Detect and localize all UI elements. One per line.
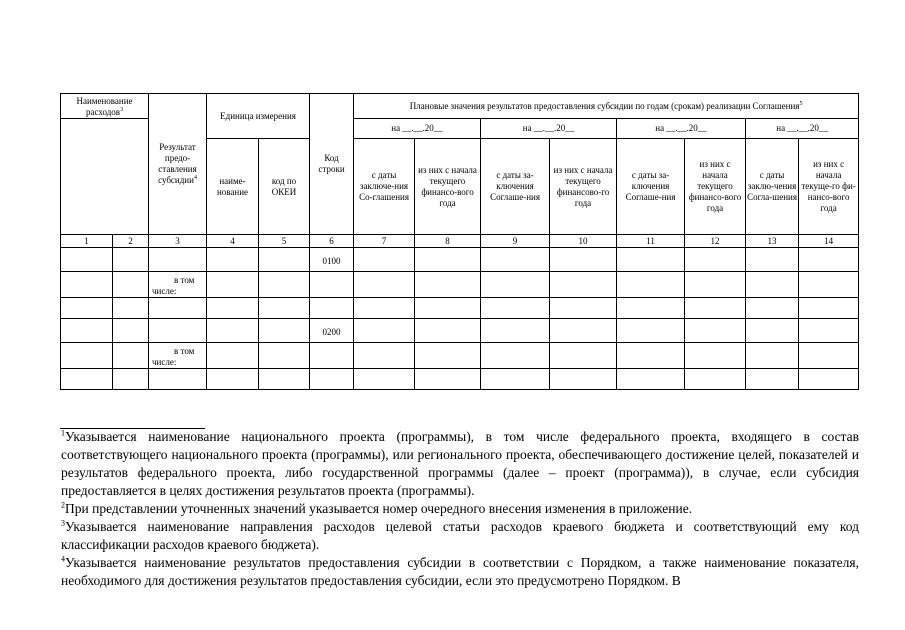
period-header: на __.__.20__: [617, 119, 746, 139]
column-number-cell: 13: [746, 235, 799, 248]
header-since-year-start: из них с начала текущего финансово-го года: [550, 139, 617, 235]
header-expense-name: Наименование расходов$^3$: [61, 94, 149, 119]
planned-values-table: [60, 93, 859, 390]
footnote-3: $^3$Указывается наименование направления расходов целевой статьи расходов краевого бюджета и соответствующий ему код классификации расходов краевого бюджета).: [61, 518, 859, 552]
header-row-code: Код строки: [310, 94, 354, 235]
column-number-cell: 4: [207, 235, 259, 248]
header-unit-name: наиме-нование: [207, 139, 259, 235]
footnote-1: $^1$Указывается наименование национального проекта (программы), в том числе федерального проекта, входящего в состав соответствующего национального проекта (программы), или регионального проекта, обеспечивающего достижение целей, показателей и результатов федерального проекта, либо государственной программы (далее – проект (программа)), в случае, если субсидия предоставляется в целях достижения результатов проекта (программы).: [61, 428, 859, 498]
row-code-cell: 0100: [310, 248, 354, 272]
header-from-conclusion: с даты заклю-чения Согла-шения: [746, 139, 799, 235]
column-number-cell: 10: [550, 235, 617, 248]
column-number-cell: 8: [415, 235, 481, 248]
header-expense-name-cont: [61, 119, 149, 235]
table-row: [61, 248, 859, 272]
header-okei-code: код по ОКЕИ: [259, 139, 310, 235]
header-since-year-start: из них с начала текущего финансо-вого года: [415, 139, 481, 235]
period-header: на __.__.20__: [746, 119, 859, 139]
footnote-4: $^4$Указывается наименование результатов предоставления субсидии в соответствии с Порядком, а также наименование показателя, необходимого для достижения результатов предоставления субсидии, если это предусмотрено Порядком. В: [61, 554, 859, 588]
column-number-cell: 11: [617, 235, 685, 248]
footnote-2: $^2$При представлении уточненных значений указывается номер очередного внесения изменения в приложение.: [61, 500, 693, 516]
header-result: Результат предо-ставления субсидии$^4$: [149, 94, 207, 235]
header-unit: Единица измерения: [207, 94, 310, 139]
header-planned-values: Плановые значения результатов предоставления субсидии по годам (срокам) реализации Соглашения$^5$: [354, 94, 859, 119]
row-code-cell: 0200: [310, 319, 354, 343]
header-since-year-start: из них с начала текуще-го фи-нансо-вого года: [799, 139, 859, 235]
column-number-cell: 6: [310, 235, 354, 248]
column-number-cell: 7: [354, 235, 415, 248]
column-number-cell: 12: [685, 235, 746, 248]
table-row: [61, 343, 859, 369]
column-number-cell: 3: [149, 235, 207, 248]
table-row: [61, 369, 859, 390]
table-row: [61, 319, 859, 343]
period-header: на __.__.20__: [354, 119, 481, 139]
table-row: [61, 272, 859, 298]
header-from-conclusion: с даты за-ключения Соглаше-ния: [617, 139, 685, 235]
column-number-cell: 5: [259, 235, 310, 248]
footnotes: [61, 428, 859, 590]
header-since-year-start: из них с начала текущего финансо-вого года: [685, 139, 746, 235]
column-number-cell: 1: [61, 235, 113, 248]
table-row: [61, 298, 859, 319]
including-label: в том числе:: [149, 343, 207, 369]
header-from-conclusion: с даты за-ключения Соглаше-ния: [481, 139, 550, 235]
column-number-row: [61, 235, 859, 248]
column-number-cell: 9: [481, 235, 550, 248]
period-header: на __.__.20__: [481, 119, 617, 139]
column-number-cell: 14: [799, 235, 859, 248]
including-label: в том числе:: [149, 272, 207, 298]
header-from-conclusion: с даты заключе-ния Со-глашения: [354, 139, 415, 235]
column-number-cell: 2: [113, 235, 149, 248]
